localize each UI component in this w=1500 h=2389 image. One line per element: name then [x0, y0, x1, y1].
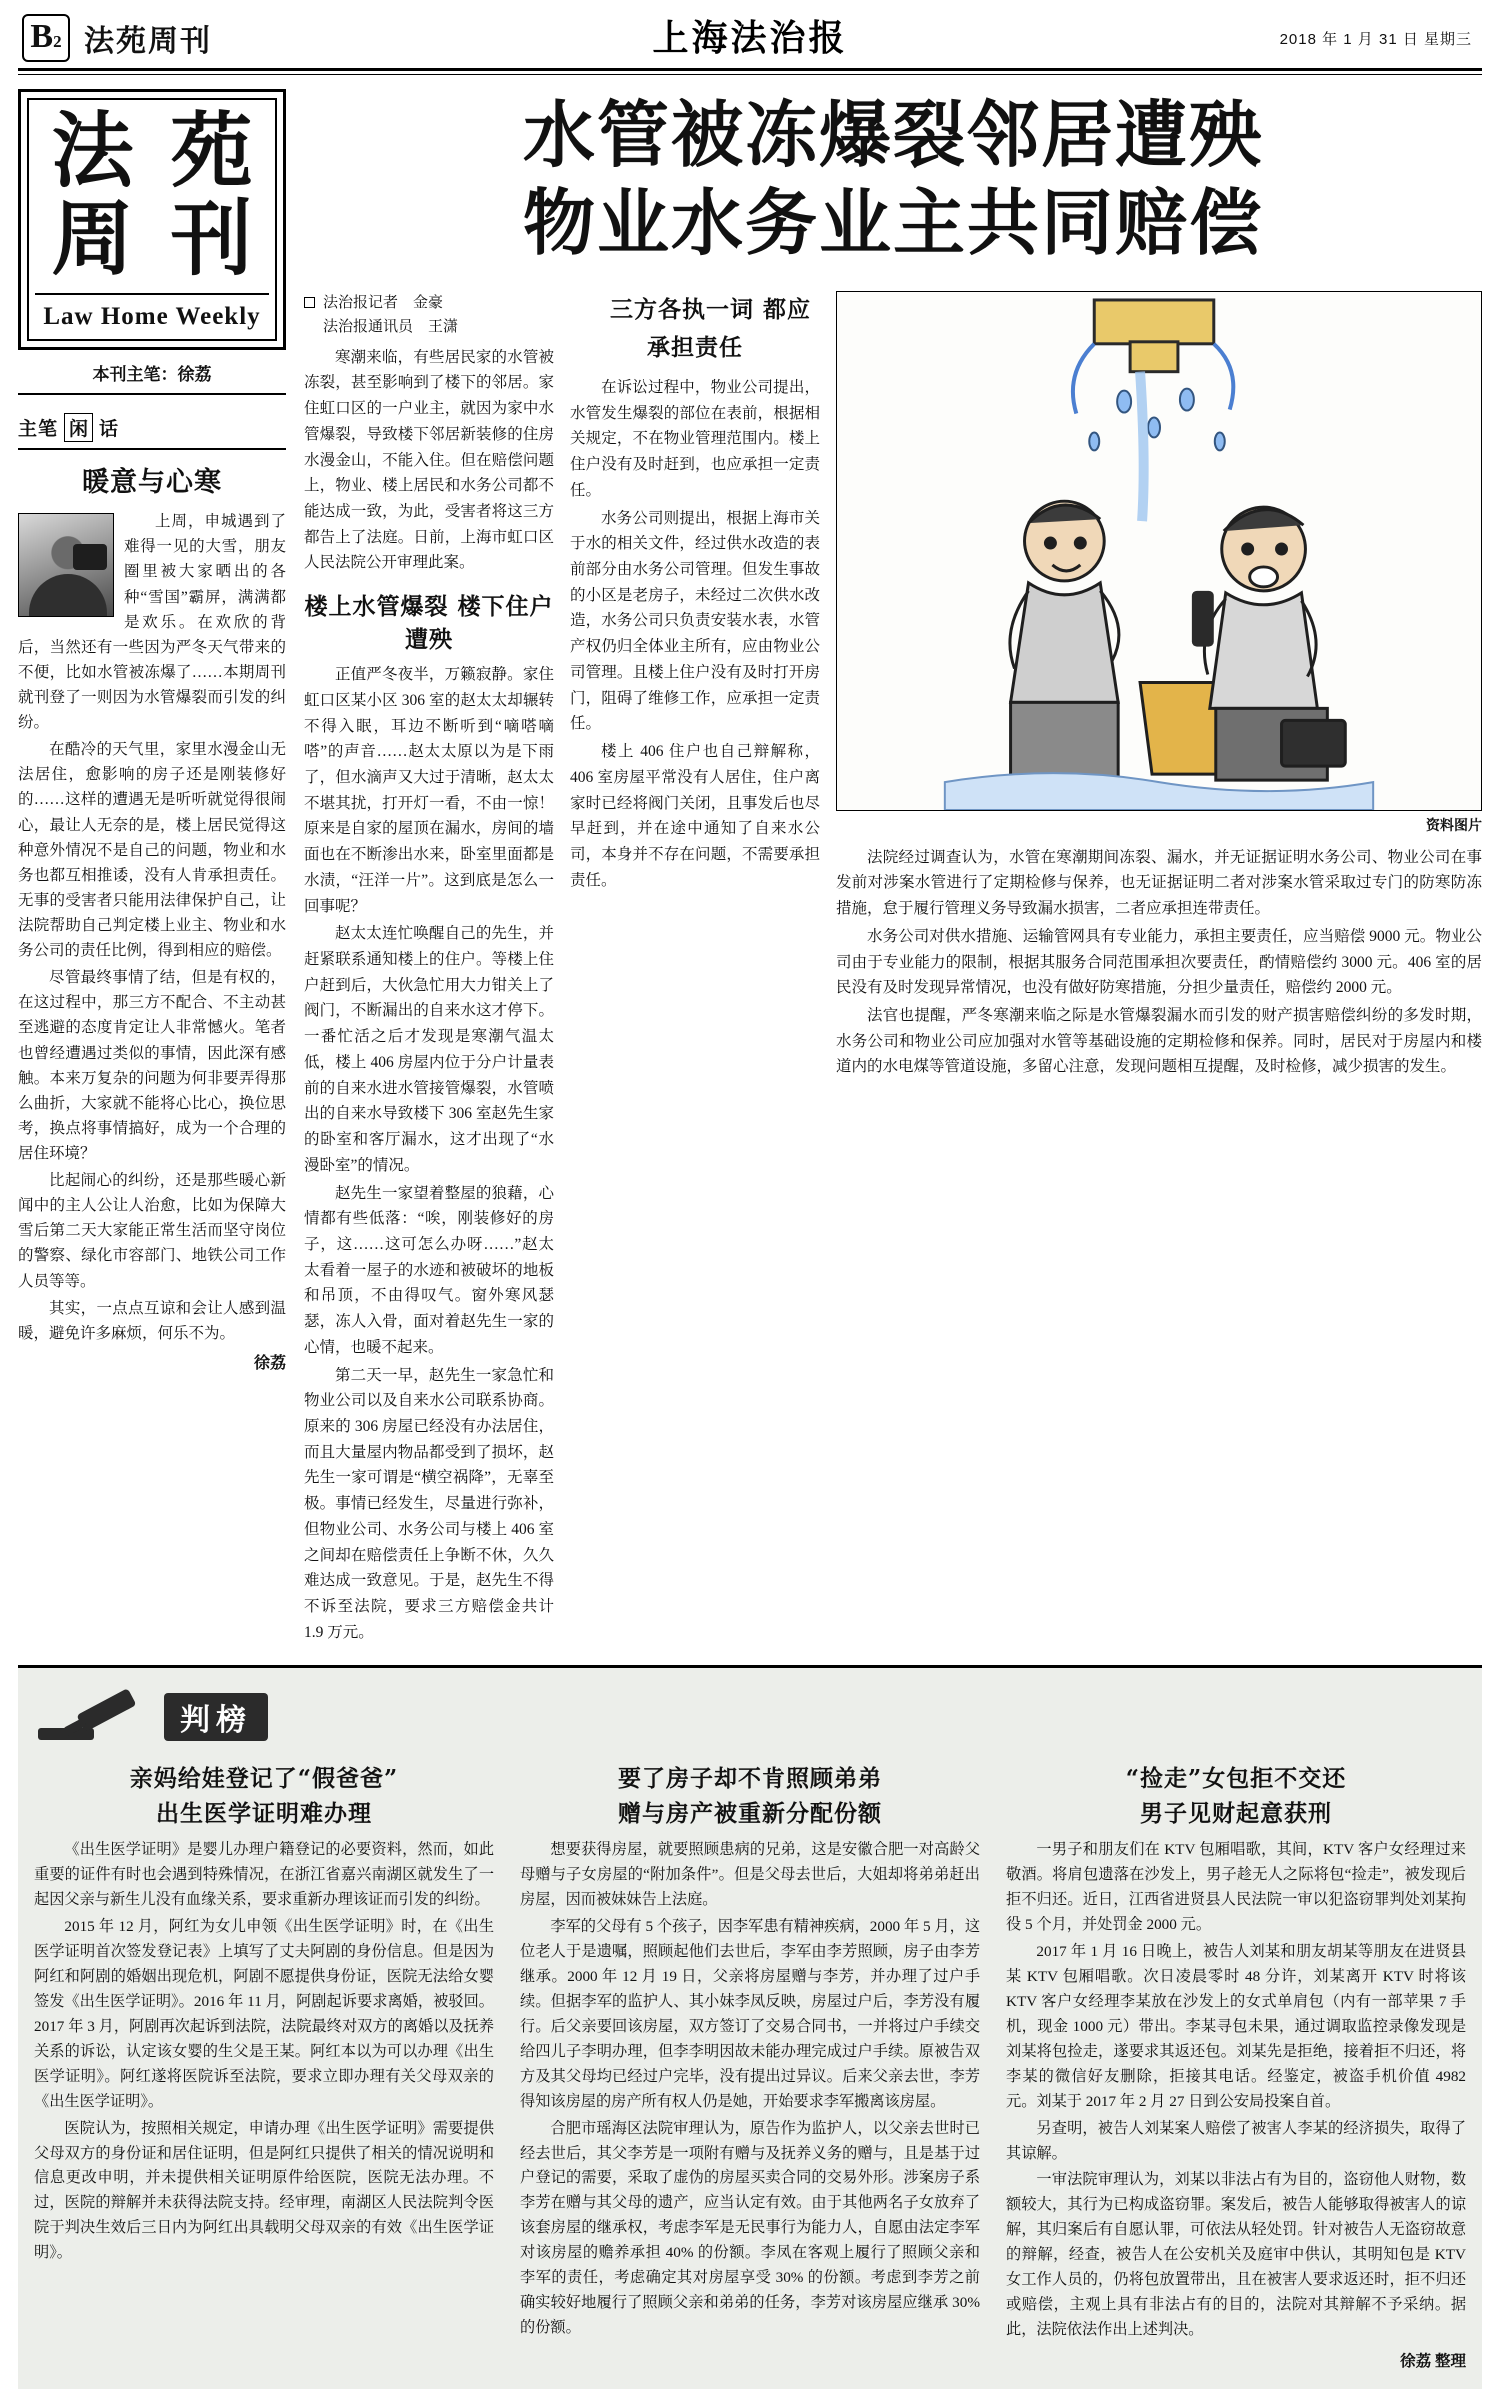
logo-char-4: 刊 [170, 190, 253, 287]
article-illustration [836, 291, 1482, 811]
article-paragraph: 法官也提醒，严冬寒潮来临之际是水管爆裂漏水而引发的财产损害赔偿纠纷的多发时期，水务公司和物业公司应加强对水管等基础设施的定期检修和保养。同时，居民对于房屋内和楼道内的水电煤等管道设施，多留心注意，发现问题相互提醒，及时检修，减少损害的发生。 [836, 1006, 1482, 1076]
article-paragraph: 第二天一早，赵先生一家急忙和物业公司以及自来水公司联系协商。原来的 306 房屋已经没有办法居住，而且大量屋内物品都受到了损坏，赵先生一家可谓是“横空祸降”，无辜至极。事情已经发生，尽量进行弥补，但物业公司、水务公司与楼上 406 室之间却在赔偿责任上争断不休，久久难达成一致意见。于是，赵先生不得不诉至法院，要求三方赔偿金共计 1.9 万元。 [304, 1366, 554, 1641]
byline [304, 291, 554, 339]
logo-char-3: 周 [51, 190, 134, 287]
logo-char-1: 法 [51, 103, 134, 199]
page-badge-number: 2 [53, 32, 62, 51]
column-paragraph: 尽管最终事情了结，但是有权的，在这过程中，那三方不配合、不主动甚至逃避的态度肯定让人非常憾火。笔者也曾经遭遇过类似的事情，因此深有感触。本来万复杂的问题为何非要弄得那么曲折，大家就不能将心比心，换位思考，换点将事情搞好，成为一个合理的居住环境？ [18, 969, 286, 1162]
logo-editor-line: 本刊主笔：徐荔 [18, 360, 286, 395]
case-column-3 [1006, 1756, 1466, 2370]
case-column-2 [520, 1756, 980, 2370]
case-paragraph: 2017 年 1 月 16 日晚上，被告人刘某和朋友胡某等朋友在进贤县某 KTV 包厢唱歌。次日凌晨零时 48 分许，刘某离开 KTV 时将该 KTV 客户女经理李某放在沙发上的女式单肩包（内有一部苹果 7 手机，现金 1000 元）带出。李某寻包未果，通过调取监控录像发现是刘某将包捡走，遂要求其返还包。刘某先是拒绝，接着拒不归还，将李某的微信好友删除，拒接其电话。经鉴定，被盗手机价值 4982 元。刘某于 2017 年 2 月 27 日到公安局投案自首。 [1006, 1943, 1466, 2110]
masthead [18, 10, 1482, 71]
judgement-section [18, 1665, 1482, 2388]
case-columns [18, 1750, 1482, 2388]
case-paragraph: 2015 年 12 月，阿红为女儿申领《出生医学证明》时，在《出生医学证明首次签发登记表》上填写了丈夫阿剧的身份信息。但是因为阿红和阿剧的婚姻出现危机，阿剧不愿提供身份证，医院无法给女婴签发《出生医学证明》。2016 年 11 月，阿剧起诉要求离婚，被驳回。2017 年 3 月，阿剧再次起诉到法院，法院最终对双方的离婚以及抚养关系的诉讼，认定该女婴的生父是王某。阿红本以为可以办理《出生医学证明》。阿红遂将医院诉至法院，要求立即办理有关父母双亲的《出生医学证明》。 [34, 1918, 494, 2110]
column-paragraph: 比起闹心的纠纷，还是那些暖心新闻中的主人公让人治愈，比如为保障大雪后第二天大家能正常生活而坚守岗位的警察、绿化市容部门、地铁公司工作人员等等。 [18, 1172, 286, 1290]
article-paragraph: 正值严冬夜半，万籁寂静。家住虹口区某小区 306 室的赵太太却辗转不得入眠，耳边不断听到“嘀嗒嘀嗒”的声音……赵太太原以为是下雨了，但水滴声又大过于清晰，赵太太不堪其扰，打开灯一看，不由一惊！原来是自家的屋顶在漏水，房间的墙面也在不断渗出水来，卧室里面都是水渍，“汪洋一片”。这到底是怎么一回事呢？ [304, 666, 554, 915]
article-column-right [570, 291, 820, 1648]
illustration-caption: 资料图片 [1426, 818, 1482, 834]
panban-label: 判榜 [164, 1693, 268, 1741]
byline-correspondent: 法治报通讯员 王潇 [323, 318, 459, 335]
logo-characters [35, 103, 269, 287]
article-paragraph: 水务公司对供水措施、运输管网具有专业能力，承担主要责任，应当赔偿 9000 元。物业公司由于专业能力的限制，根据其服务合同范围承担次要责任，酌情赔偿约 3000 元。406 室的居民没有及时发现异常情况，也没有做好防寒措施，分担少量责任，赔偿约 2000 元。 [836, 927, 1482, 997]
case-title-line-2: 出生医学证明难办理 [156, 1800, 372, 1828]
case-paragraph: 《出生医学证明》是婴儿办理户籍登记的必要资料，然而，如此重要的证件有时也会遇到特殊情况，在浙江省嘉兴南湖区就发生了一起因父亲与新生儿没有血缘关系，要求重新办理该证而引发的纠纷。 [34, 1841, 494, 1909]
logo-english-title: Law Home Weekly [35, 293, 269, 333]
column-title: 暖意与心寒 [82, 467, 222, 499]
panban-header [18, 1680, 1482, 1750]
page-badge-letter: B [30, 18, 54, 55]
columnist-flag-post: 话 [99, 419, 120, 441]
case-title-line-1: 亲妈给娃登记了“假爸爸” [129, 1765, 399, 1793]
issue-date: 2018 年 1 月 31 日 星期三 [1279, 30, 1472, 48]
column-body [18, 509, 286, 1346]
column-paragraph: 其实，一点点互谅和会让人感到温暖，避免许多麻烦，何乐不为。 [18, 1299, 286, 1342]
logo-frame [18, 89, 286, 350]
case-paragraph: 医院认为，按照相关规定，申请办理《出生医学证明》需要提供父母双方的身份证和居住证明，但是阿红只提供了相关的情况说明和信息更改申明，并未提供相关证明原件给医院，医院无法办理。不过，医院的辩解并未获得法院支持。经审理，南湖区人民法院判令医院于判决生效后三日内为阿红出具载明父母双亲的有效《出生医学证明》。 [34, 2119, 494, 2262]
headline-line-1: 水管被冻爆裂邻居遭殃 [522, 92, 1263, 177]
article-paragraph: 楼上 406 住户也自己辩解称，406 室房屋平常没有人居住，住户离家时已经将阀门关闭，且事发后也尽早赶到，并在途中通知了自来水公司，本身并不存在问题，不需要承担责任。 [570, 743, 820, 889]
case-paragraph: 一男子和朋友们在 KTV 包厢唱歌，其间，KTV 客户女经理过来敬酒。将肩包遗落在沙发上，男子趁无人之际将包“捡走”，被发现后拒不归还。近日，江西省进贤县人民法院一审以犯盗窃罪判处刘某拘役 5 个月，并处罚金 2000 元。 [1006, 1841, 1466, 1934]
logo-inner [27, 98, 277, 341]
article-lead: 寒潮来临，有些居民家的水管被冻裂，甚至影响到了楼下的邻居。家住虹口区的一户业主，就因为家中水管爆裂，导致楼下邻居新装修的住房水漫金山，不能入住。但在赔偿问题上，物业、楼上居民和水务公司都不能达成一致，为此，受害者将这三方都告上了法庭。日前，上海市虹口区人民法院公开审理此案。 [304, 348, 554, 572]
article-subhead-2: 三方各执一词 都应承担责任 [609, 295, 811, 361]
article-section-2 [570, 291, 820, 894]
columnist-flag-pre: 主笔 [18, 419, 59, 441]
article-paragraph: 水务公司则提出，根据上海市关于水的相关文件，经过供水改造的表前部分由水务公司管理。但发生事故的小区是老房子，未经过二次供水改造，水务公司只负责安装水表，水管产权仍归全体业主所有，应由物业公司管理。且楼上住户没有及时打开房门，阻碍了维修工作，应承担一定责任。 [570, 509, 820, 733]
portrait-photo [18, 513, 114, 617]
article-paragraph: 赵太太连忙唤醒自己的先生，并赶紧联系通知楼上的住户。等楼上住户赶到后，大伙急忙用大力钳关上了阀门，不断漏出的自来水这才停下。一番忙活之后才发现是寒潮气温太低，楼上 406 房屋内位于分户计量表前的自来水进水管接管爆裂，水管喷出的自来水导致楼下 306 室赵先生家的卧室和客厅漏水，这才出现了“水漫卧室”的情况。 [304, 925, 554, 1174]
case-paragraph: 另查明，被告人刘某案人赔偿了被害人李某的经济损失，取得了其谅解。 [1006, 2119, 1466, 2162]
hero-area [18, 89, 1482, 1647]
case-paragraph: 想要获得房屋，就要照顾患病的兄弟，这是安徽合肥一对高龄父母赠与子女房屋的“附加条件”。但是父母去世后，大姐却将弟弟赶出房屋，因而被妹妹告上法庭。 [520, 1841, 980, 1909]
columnist-flag [18, 413, 286, 442]
burst-pipe-cartoon [837, 292, 1481, 810]
case-body [1006, 1838, 1466, 2342]
article-paragraph: 法院经过调查认为，水管在寒潮期间冻裂、漏水，并无证据证明水务公司、物业公司在事发前对涉案水管进行了定期检修与保养，也无证据证明二者对涉案水管采取过专门的防寒防冻措施，怠于履行管理义务导致漏水损害，二者应承担连带责任。 [836, 848, 1482, 918]
article-paragraph: 在诉讼过程中，物业公司提出，水管发生爆裂的部位在表前，根据相关规定，不在物业管理范围内。楼上住户没有及时赶到，也应承担一定责任。 [570, 379, 820, 499]
main-article [304, 291, 1482, 1648]
byline-marker-icon [304, 297, 315, 308]
case-column-1 [34, 1756, 494, 2370]
columnist-flag-box: 闲 [64, 413, 93, 442]
logo-char-2: 苑 [170, 103, 253, 199]
case-paragraph: 李军的父母有 5 个孩子，因李军患有精神疾病，2000 年 5 月，这位老人于是遗嘱，照顾起他们去世后，李军由李芳照顾，房子由李芳继承。2000 年 12 月 19 日，父亲将房屋赠与李芳，并办理了过户手续。但据李军的监护人、其小妹李凤反映，房屋过户后，李芳没有履行。后父亲要回该房屋，双方签订了交易合同书，一并将过户手续交给四儿子李明办理，但李李明因故未能办理完成过户手续。原被告双方及其父母均已经过户完毕，没有提出过异议。后来父亲去世，李芳得知该房屋的房产所有权人仍是她，开始要求李军搬离该房屋。 [520, 1918, 980, 2110]
columnist-rule [18, 448, 286, 450]
case-body [520, 1838, 980, 2340]
article-section-1 [304, 662, 554, 1645]
case-title-line-1: 要了房子却不肯照顾弟弟 [618, 1765, 882, 1793]
byline-reporter: 法治报记者 金豪 [323, 294, 444, 311]
illustration-column [836, 291, 1482, 1648]
case-paragraph: 合肥市瑶海区法院审理认为，原告作为监护人，以父亲去世时已经去世后，其父李芳是一项附有赠与及抚养义务的赠与，且是基于过户登记的需要，采取了虚伪的房屋买卖合同的交易外形。涉案房子系李芳在赠与其父母的遗产，应当认定有效。由于其他两名子女放弃了该套房屋的继承权，考虑李军是无民事行为能力人，自愿由法定李军对该房屋的赡养承担 40% 的份额。李凤在客观上履行了照顾父亲和李军的责任，考虑确定其对房屋享受 30% 的份额。考虑到李芳之前确实较好地履行了照顾父亲和弟弟的任务，李芳对该房屋应继承 30% 的份额。 [520, 2119, 980, 2336]
case-body [34, 1838, 494, 2266]
article-paragraph: 赵先生一家望着整屋的狼藉，心情都有些低落：“唉，刚装修好的房子，这……这可怎么办呀……”赵太太看着一屋子的水迹和被破坏的地板和吊顶，不由得叹气。窗外寒风瑟瑟，冻人入骨，面对着赵先生一家的心情，也暖不起来。 [304, 1184, 554, 1356]
weekly-logo [18, 89, 286, 1647]
column-paragraph: 上周，申城遇到了难得一见的大雪，朋友圈里被大家晒出的各种“雪国”霸屏，满满都是欢乐。在欢欣的背后，当然还有一些因为严冬天气带来的不便，比如水管被冻爆了……本期周刊就刊登了一则因为水管爆裂而引发的纠纷。 [18, 513, 286, 732]
article-column-left [304, 291, 554, 1648]
page-badge [22, 14, 70, 62]
case-title-line-2: 赠与房产被重新分配份额 [618, 1800, 882, 1828]
paper-title: 上海法治报 [652, 17, 848, 59]
article-subhead-1: 楼上水管爆裂 楼下住户遭殃 [304, 593, 554, 654]
section-name: 法苑周刊 [84, 24, 212, 59]
case-paragraph: 一审法院审理认为，刘某以非法占有为目的，盗窃他人财物，数额较大，其行为已构成盗窃罪。案发后，被告人能够取得被害人的谅解，其归案后有自愿认罪，可依法从轻处罚。针对被告人无盗窃故意的辩解，经查，被告人在公安机关及庭审中供认，其明知包是 KTV 女工作人员的，仍将包放置带出，且在被害人要求返还时，拒不归还或赔偿，主观上具有非法占有的目的，法院对其辩解不予采纳。据此，法院依法作出上述判决。 [1006, 2171, 1466, 2338]
column-signature: 徐荔 [253, 1354, 286, 1372]
gavel-icon [34, 1688, 154, 1746]
column-paragraph: 在酷冷的天气里，家里水漫金山无法居住，愈影响的房子还是刚装修好的……这样的遭遇无是听听就觉得很闹心，最让人无奈的是，楼上居民觉得这种意外情况不是自己的问题，物业和水务也都互相推诿，没有人肯承担责任。无事的受害者只能用法律保护自己，让法院帮助自己判定楼上业主、物业和水务公司的责任比例，得到相应的赔偿。 [18, 741, 286, 960]
article-section-3 [836, 845, 1482, 1080]
case-title-line-2: 男子见财起意获刑 [1140, 1800, 1332, 1828]
masthead-rule [18, 74, 1482, 75]
case-signature: 徐荔 整理 [1400, 2352, 1466, 2370]
case-title-line-1: “捡走”女包拒不交还 [1125, 1765, 1347, 1793]
headline-line-2: 物业水务业主共同赔偿 [522, 179, 1263, 265]
headline-area [304, 89, 1482, 1647]
